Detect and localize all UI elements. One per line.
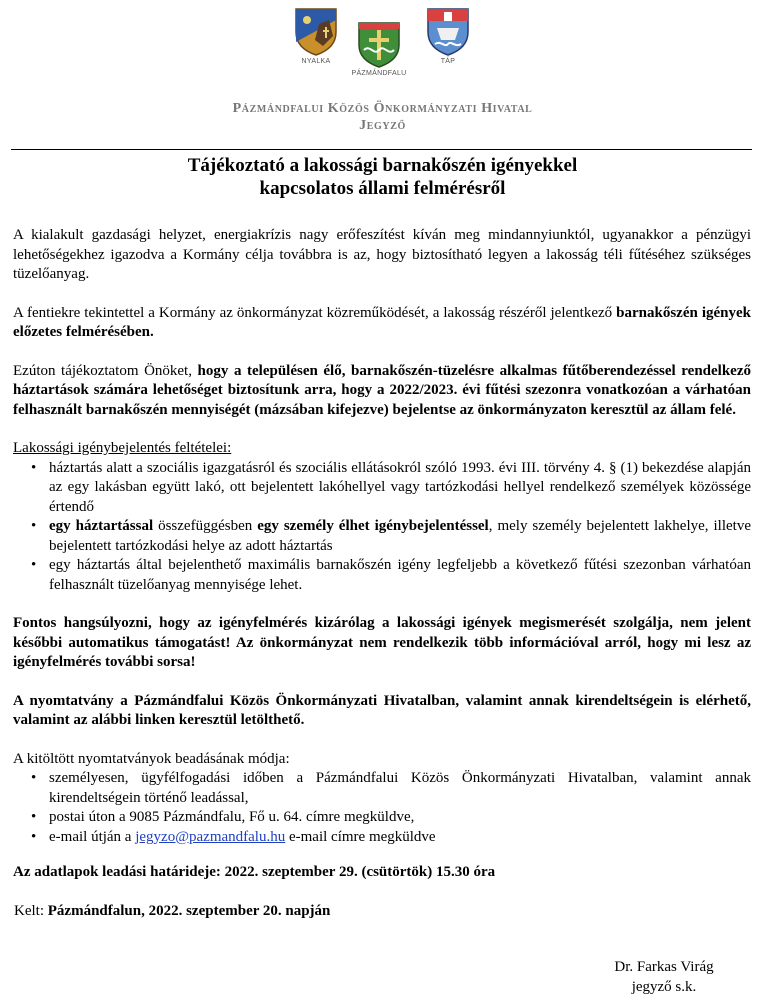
office-name: Pázmándfalui Közös Önkormányzati Hivatal	[232, 101, 533, 116]
crest-tap	[420, 6, 476, 65]
office-subtitle: Jegyző	[359, 118, 406, 133]
paragraph-government-bold: barnakőszén igények előzetes felmérésében.	[13, 304, 751, 340]
document-body	[13, 226, 751, 921]
email-suffix: e-mail címre megküldve	[285, 828, 436, 845]
list-item: • háztartás alatt a szociális igazgatásról és szociális ellátásokról szóló 1993. évi III. törvény 4. § (1) bekezdése alapján az egy lakásban együtt lakó, ott bejelentett lakóhellyel vagy tartózkodási hellyel rendelkező személyek közössége értendő	[49, 459, 751, 518]
signature-role: jegyző s.k.	[631, 978, 697, 995]
crest-pazmandfalu	[351, 20, 407, 77]
signature-name: Dr. Farkas Virág	[614, 959, 714, 975]
list-item-bold: egy személy élhet igénybejelentéssel	[257, 518, 489, 534]
email-link[interactable]: jegyzo@pazmandfalu.hu	[135, 828, 286, 845]
tap-coat-of-arms-icon	[425, 6, 471, 56]
paragraph-intro: A kialakult gazdasági helyzet, energiakrízis nagy erőfeszítést kíván meg mindannyiunktól, ugyanakkor a pénzügyi lehetőségekhez igazodva a Kormány célja továbbra is az, hogy biztosítható legyen a lakosság téli fűtéséhez szükséges tüzelőanyag.	[13, 227, 751, 282]
paragraph-government-text: A fentiekre tekintettel a Kormány az önkormányzat közreműködését, a lakosság részéről jelentkező	[13, 304, 617, 321]
date-line	[14, 902, 751, 922]
paragraph-notice-bold: hogy a településen élő, barnakőszén-tüzelésre alkalmas fűtőberendezéssel rendelkező háztartások számára lehetőséget biztosítunk arra, hogy a 2022/2023. évi fűtési szezonra vonatkozóan a várhatóan felhasznált barnakőszén mennyiségét (mázsában kifejezve) bejelentse az önkormányzaton keresztül az állam felé.	[13, 362, 751, 418]
date-value: Pázmándfalun, 2022. szeptember 20. napján	[47, 902, 331, 919]
title-line-2: kapcsolatos állami felmérésről	[259, 178, 506, 199]
signature-block	[584, 958, 744, 997]
header-divider	[11, 149, 752, 150]
deadline	[13, 863, 751, 883]
paragraph-government	[13, 304, 751, 343]
list-item-bold: egy háztartással	[49, 518, 154, 534]
list-item: • postai úton a 9085 Pázmándfalu, Fő u. 64. címre megküldve,	[49, 808, 751, 828]
crests-row	[0, 6, 765, 84]
list-item	[49, 517, 751, 556]
list-item	[49, 828, 751, 848]
deadline-bold: Az adatlapok leadási határideje: 2022. szeptember 29. (csütörtök) 15.30 óra	[13, 864, 496, 880]
submission-heading: A kitöltött nyomtatványok beadásának módja:	[13, 750, 290, 767]
conditions-heading: Lakossági igénybejelentés feltételei:	[13, 440, 232, 456]
nyalka-coat-of-arms-icon	[293, 6, 339, 56]
paragraph-form-availability-bold: A nyomtatvány a Pázmándfalui Közös Önkormányzati Hivatalban, valamint annak kirendeltségein is elérhető, valamint az alábbi linken keresztül letölthető.	[13, 692, 751, 728]
conditions-list	[13, 459, 751, 596]
crest-label-nyalka: NYALKA	[301, 58, 331, 65]
list-item: • egy háztartás által bejelenthető maximális barnakőszén igény legfeljebb a következő fűtési szezonban várhatóan felhasznált tüzelőanyag mennyisége lehet.	[49, 556, 751, 595]
title-line-1: Tájékoztató a lakossági barnakőszén igényekkel	[187, 155, 578, 176]
email-prefix: e-mail útján a	[49, 828, 136, 845]
paragraph-important-bold: Fontos hangsúlyozni, hogy az igényfelmérés kizárólag a lakossági igények megismerését szolgálja, nem jelent későbbi automatikus támogatást! Az önkormányzat nem rendelkezik több információval arról, hogy mi lesz az igényfelmérés további sorsa!	[13, 615, 751, 670]
paragraph-important	[13, 614, 751, 673]
crest-label-pazmandfalu: PÁZMÁNDFALU	[351, 70, 407, 77]
pazmandfalu-coat-of-arms-icon	[356, 20, 402, 68]
paragraph-form-availability	[13, 692, 751, 731]
paragraph-notice-text: Ezúton tájékoztatom Önöket,	[13, 362, 198, 379]
list-item: • személyesen, ügyfélfogadási időben a Pázmándfalui Közös Önkormányzati Hivatalban, valamint annak kirendeltségein történő leadással,	[49, 769, 751, 808]
list-item-text: , mely személy bejelentett lakhelye, illetve bejelentett tartózkodási helye az adott háztartás	[49, 518, 751, 554]
document-title	[0, 154, 765, 200]
office-header	[0, 100, 765, 134]
list-item-text: összefüggésben	[153, 518, 258, 534]
paragraph-notice	[13, 362, 751, 421]
crest-label-tap: TÁP	[440, 58, 456, 65]
date-label: Kelt:	[14, 902, 48, 919]
submission-list	[13, 769, 751, 847]
crest-nyalka	[288, 6, 344, 65]
